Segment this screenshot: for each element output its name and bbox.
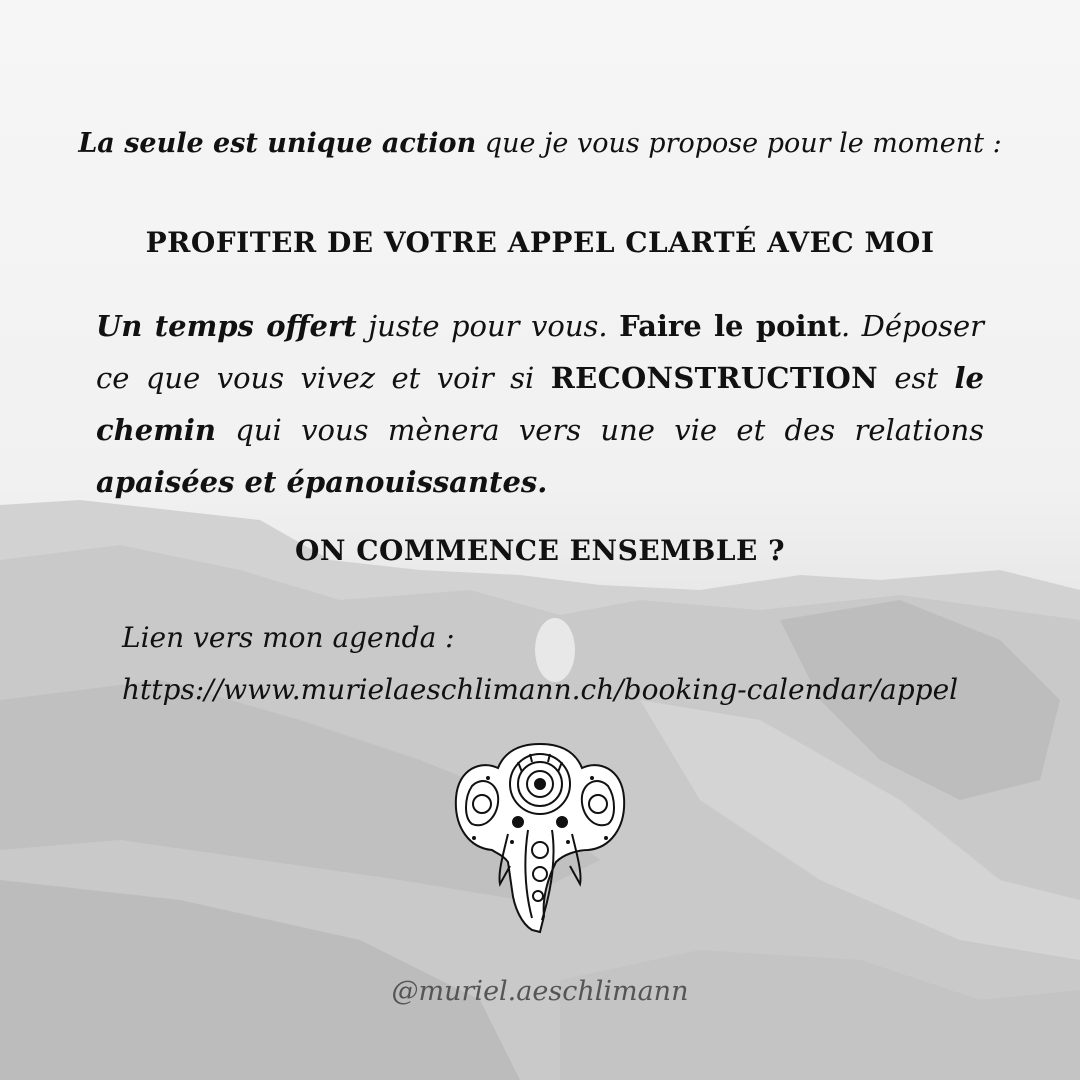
emphasis-temps-offert: Un temps offert [96,309,357,343]
emphasis-faire-le-point: Faire le point [619,309,841,343]
agenda-url[interactable]: https://www.murielaeschlimann.ch/booking-calendar/appel [122,673,959,706]
mandala-elephant-icon [452,738,628,934]
heading-call-offer: PROFITER DE VOTRE APPEL CLARTÉ AVEC MOI [145,226,935,259]
agenda-label: Lien vers mon agenda : [122,621,455,654]
emphasis-reconstruction: RECONSTRUCTION [550,361,878,395]
intro-text [0,128,1080,159]
text-segment: . Déposer ce que vous vivez et voir si [96,309,984,395]
offer-paragraph [96,300,984,508]
emphasis-le-chemin: le chemin [96,361,984,447]
emphasis-apaisees: apaisées et épanouissantes. [96,465,548,499]
intro-bold: La seule est unique action [78,128,477,159]
social-handle[interactable]: @muriel.aeschlimann [391,976,689,1007]
intro-rest: que je vous propose pour le moment : [476,128,1002,159]
agenda-link-block [122,612,958,716]
text-segment: juste pour vous. [356,309,620,343]
text-segment: est [877,361,955,395]
text-segment: qui vous mènera vers une vie et des relations [215,413,984,447]
heading-call-to-action: ON COMMENCE ENSEMBLE ? [294,534,786,567]
